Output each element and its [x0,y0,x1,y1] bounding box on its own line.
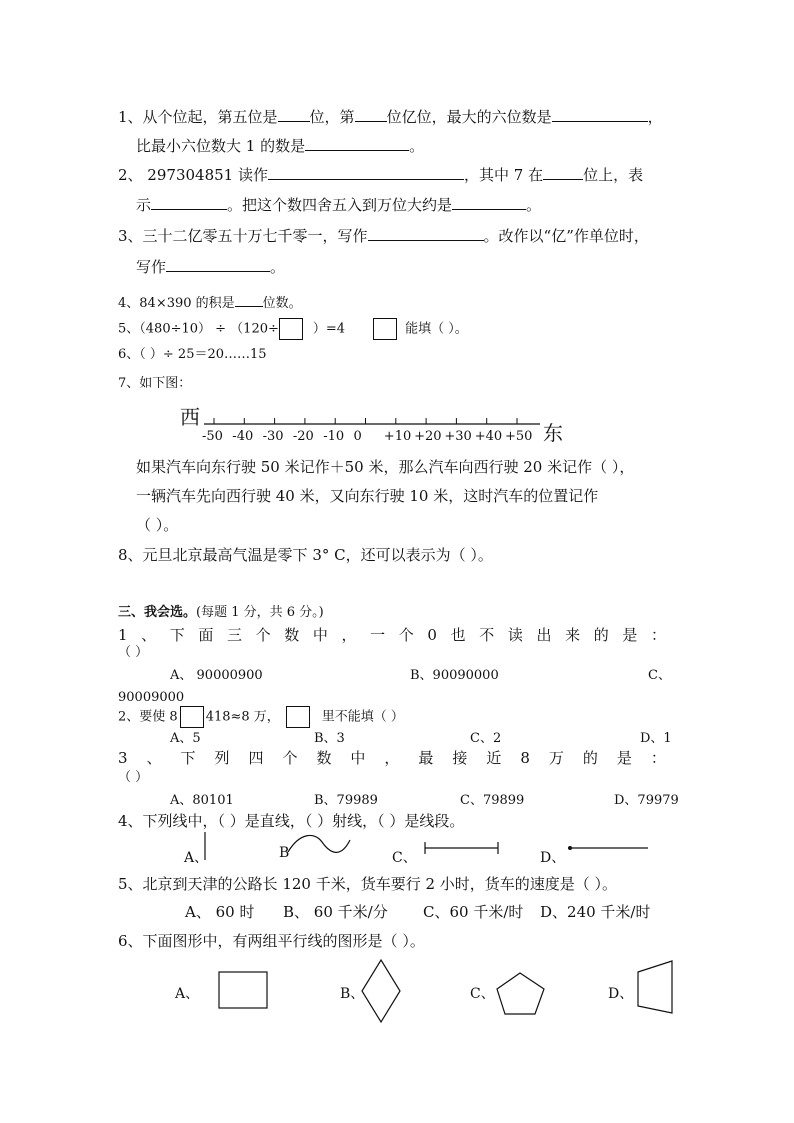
s3q2-option-c[interactable]: C、2 [470,731,502,746]
question-char: 的 [582,749,598,767]
s3q3-paren: （ ） [118,770,149,785]
q1-text-c: 位亿位，最大的六位数是 [386,108,552,126]
q1-text-line2a: 比最小六位数大 1 的数是 [136,137,306,155]
q6-line [118,345,267,365]
s3q6-line: 6、下面图形中，有两组平行线的图形是（ ）。 [118,932,425,950]
s3q1-option-c[interactable]: C、 [648,668,671,683]
question-char: ： [650,626,666,644]
tick-label: -40 [232,429,254,444]
q1-blank-3[interactable] [552,107,648,122]
q4-text-b: 位数。 [262,296,302,311]
s3q2-text-c: 里不能填（ ） [321,709,404,725]
s3q2-box-2[interactable] [286,706,310,728]
q1-text-b: 位，第 [309,108,355,126]
question-char: 面 [198,626,214,644]
q1-text-a: 1、从个位起，第五位是 [118,108,278,126]
tick-label: +30 [444,429,472,444]
question-char: ： [650,749,666,767]
question-char: 来 [565,626,581,644]
q5-box-1[interactable] [279,318,303,340]
s3q2-text-a: 2、要使 8 [118,709,178,725]
q1-blank-1[interactable] [278,107,310,122]
question-char: 万 [548,749,564,767]
question-char: 一 [370,626,386,644]
tick-label: -10 [323,429,345,444]
q2-line2 [136,195,541,215]
q2-text-a: 2、 297304851 读作 [118,166,268,184]
s3q2-line [118,706,404,728]
q1-text-line2b: 。 [409,137,425,155]
q2-text-c: 位上，表 [583,166,644,184]
question-char: 数 [316,749,332,767]
q6-text: 6、（ ）÷ 25＝20……15 [118,347,267,362]
s3q6-option-a[interactable]: A、 [175,986,200,1002]
s3q5-option-b[interactable]: B、 60 千米/分 [283,903,388,921]
question-char: 中 [312,626,328,644]
s3q3-option-c[interactable]: C、79899 [460,793,525,808]
s3q5-line: 5、北京到天津的公路长 120 千米，货车要行 2 小时，货车的速度是（ ）。 [118,875,618,893]
q7-title-text: 7、如下图： [118,376,192,391]
tick-label: 0 [353,429,362,444]
q5-box-2[interactable] [373,318,397,340]
q2-text-b: ，其中 7 在 [463,166,544,184]
question-char: 也 [450,626,466,644]
question-char: 读 [507,626,523,644]
question-char: 、 [141,626,157,644]
question-char: 最 [418,749,434,767]
q2-blank-3[interactable] [151,195,227,210]
s3q6-option-d[interactable]: D、 [608,986,634,1002]
s3q5-option-d[interactable]: D、240 千米/时 [540,903,651,921]
question-char: 三 [227,626,243,644]
question-char: 、 [146,749,162,767]
s3q2-option-d[interactable]: D、1 [640,731,672,746]
s3q4-option-a[interactable]: A、 [184,850,209,866]
question-char: ， [384,749,400,767]
q7-text-line2: 一辆汽车先向西行驶 40 米，又向东行驶 10 米，这时汽车的位置记作 [136,487,599,505]
s3q3-option-b[interactable]: B、79989 [314,793,378,808]
trapezoid-figure [638,961,672,1013]
question-char: 出 [536,626,552,644]
q5-line [118,318,468,340]
q8-line [118,545,493,565]
q2-text-line2b: 。把这个数四舍五入到万位大约是 [227,196,453,214]
q3-line1 [118,226,649,246]
s3q1-option-a[interactable]: A、 90000900 [170,668,263,683]
q1-line2 [136,136,424,156]
section3-note: (每题 1 分，共 6 分。) [196,605,324,620]
q3-text-line2b: 。 [270,258,286,276]
s3q2-option-b[interactable]: B、3 [314,731,345,746]
q7-line2 [136,486,598,506]
q8-text: 8、元旦北京最高气温是零下 3° C，还可以表示为（ ）。 [118,546,493,564]
q1-blank-2[interactable] [355,107,387,122]
q5-text-c: 能填（ ）。 [405,321,468,337]
tick-label: +40 [474,429,503,444]
s3q1-question [118,625,666,645]
tick-label: +10 [383,429,412,444]
s3q6-figures [0,958,794,1028]
q7-text-line3: （ ）。 [136,516,179,534]
q3-text-a: 3、三十二亿零五十万七千零一，写作 [118,227,368,245]
tick-label: -50 [202,429,223,444]
q7-title [118,374,191,394]
q1-line1 [118,107,663,127]
s3q5-option-c[interactable]: C、60 千米/时 [423,903,524,921]
s3q4-option-c[interactable]: C、 [392,850,417,866]
question-char: 接 [452,749,468,767]
question-char: 不 [479,626,495,644]
section3-heading: 三、我会选。 [118,605,197,620]
question-char: 个 [255,626,271,644]
q4-text-a: 4、84×390 的积是 [118,296,235,311]
question-char: 列 [214,749,230,767]
s3q3-question [118,748,666,768]
s3q4-option-d[interactable]: D、 [540,850,566,866]
q3-blank-1[interactable] [368,226,484,241]
question-char: 个 [282,749,298,767]
q1-text-d: ， [647,108,663,126]
rhombus-figure [362,960,400,1022]
q7-line3 [136,515,178,535]
q2-blank-4[interactable] [452,195,526,210]
s3q4-figures [0,830,794,870]
s3q3-option-a[interactable]: A、80101 [170,793,234,808]
rectangle-figure [219,972,267,1008]
q7-text-line1: 如果汽车向东行驶 50 米记作＋50 米，那么汽车向西行驶 20 米记作（ ）， [136,458,635,476]
s3q6-option-c[interactable]: C、 [470,986,495,1002]
q2-blank-1[interactable] [268,165,464,180]
question-char: 下 [169,626,185,644]
question-char: 8 [520,749,530,767]
q5-text-b: ）=4 [312,321,346,337]
s3q6-option-b[interactable]: B、 [340,986,365,1002]
question-char: 1 [118,626,128,644]
question-char: 是 [622,626,638,644]
tick-label: +50 [505,429,533,444]
q4-line [118,292,302,314]
west-label: 西 [180,405,200,429]
question-char: 下 [180,749,196,767]
s3q5-option-a[interactable]: A、 60 时 [185,903,255,921]
q4-blank[interactable] [235,292,263,307]
question-char: 的 [593,626,609,644]
east-label: 东 [543,421,563,445]
question-char: 是 [616,749,632,767]
question-char: 个 [398,626,414,644]
section3-heading-line [118,603,324,623]
s3q1-option-b[interactable]: B、90090000 [410,668,499,683]
question-char: 近 [486,749,502,767]
s3q2-option-a[interactable]: A、5 [170,731,201,746]
q3-blank-2[interactable] [166,257,270,272]
question-char: 中 [350,749,366,767]
q1-blank-4[interactable] [305,136,409,151]
question-char: 数 [284,626,300,644]
q2-text-line2c: 。 [526,196,542,214]
q3-text-b: 。改作以“亿”作单位时， [483,227,649,245]
s3q3-option-d[interactable]: D、79979 [614,793,679,808]
q3-text-line2a: 写作 [136,258,167,276]
q3-line2 [136,257,285,277]
s3q2-text-b: 418≈8 万， [205,709,280,725]
s3q4-option-b[interactable]: B [279,845,290,861]
q5-text-a: 5、（480÷10） ÷ （120÷ [118,321,279,337]
tick-label: +20 [414,429,442,444]
tick-label: -30 [262,429,284,444]
s3q1-paren: （ ） [118,645,149,660]
q2-blank-2[interactable] [543,165,583,180]
s3q1-option-c-value: 90009000 [118,690,185,705]
question-char: 四 [248,749,264,767]
question-char: 3 [118,749,128,767]
question-char: 0 [427,626,437,644]
tick-label: -20 [292,429,314,444]
q2-line1 [118,165,643,185]
q2-text-line2a: 示 [136,196,152,214]
s3q2-box-1[interactable] [180,706,204,728]
question-char: ， [341,626,357,644]
curve-figure [288,835,350,852]
pentagon-figure [497,973,544,1014]
s3q4-line: 4、下列线中，（ ）是直线，（ ）射线，（ ）是线段。 [118,812,465,830]
q7-line1 [136,457,634,477]
